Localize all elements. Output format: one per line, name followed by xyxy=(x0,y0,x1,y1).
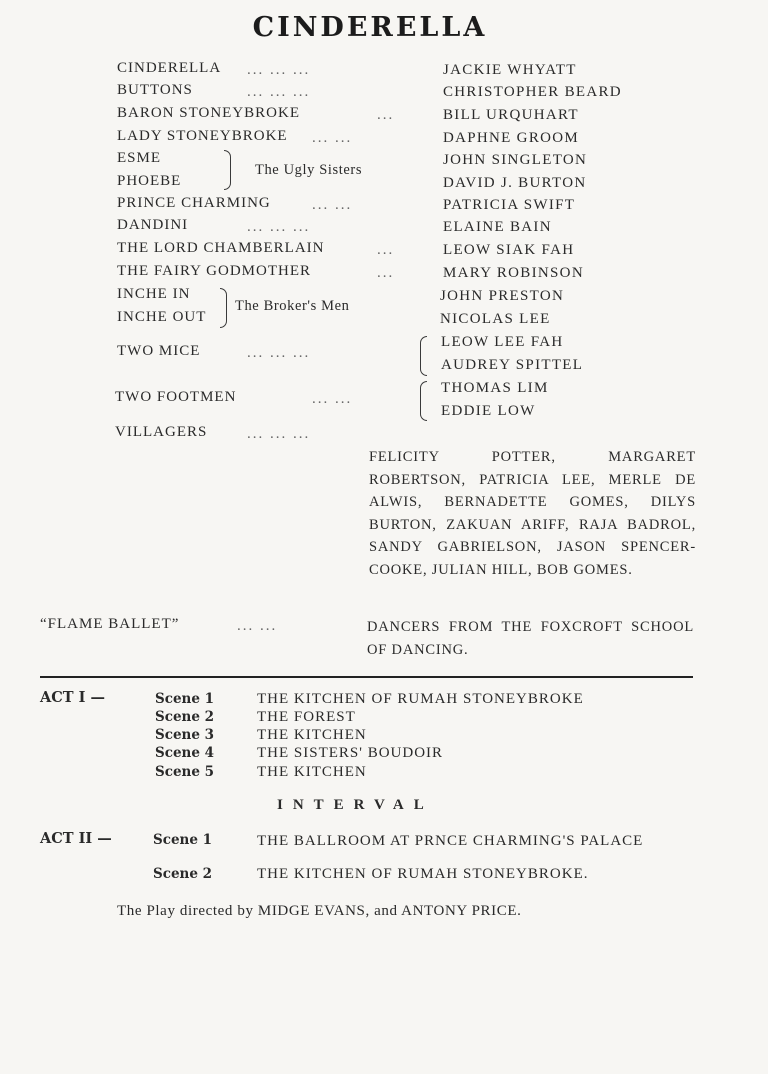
role-esme: ESME xyxy=(117,150,162,166)
leader-dots: ... ... xyxy=(312,391,353,407)
act2-scene2-label: Scene 2 xyxy=(153,866,213,882)
act1-scene1-place: THE KITCHEN OF RUMAH STONEYBROKE xyxy=(257,691,584,707)
act1-scene4-place: THE SISTERS' BOUDOIR xyxy=(257,745,444,761)
actor-nicolas-lee: NICOLAS LEE xyxy=(440,311,551,327)
role-fairy-godmother: THE FAIRY GODMOTHER xyxy=(117,263,311,279)
role-lady-stoneybroke: LADY STONEYBROKE xyxy=(117,128,288,144)
act1-scene4-label: Scene 4 xyxy=(155,745,215,761)
leader-dots: ... ... xyxy=(312,130,353,146)
actor-christopher-beard: CHRISTOPHER BEARD xyxy=(443,84,622,100)
leader-dots: ... ... ... xyxy=(247,219,311,235)
leader-dots: ... xyxy=(377,107,395,123)
act1-scene1-label: Scene 1 xyxy=(155,691,215,707)
actor-mary-robinson: MARY ROBINSON xyxy=(443,265,584,281)
leader-dots: ... ... xyxy=(312,197,353,213)
actor-leow-lee-fah: LEOW LEE FAH xyxy=(441,334,564,350)
actor-leow-siak-fah: LEOW SIAK FAH xyxy=(443,242,575,258)
role-phoebe: PHOEBE xyxy=(117,173,182,189)
actor-daphne-groom: DAPHNE GROOM xyxy=(443,130,580,146)
actor-thomas-lim: THOMAS LIM xyxy=(441,380,549,396)
brokers-men-note: The Broker's Men xyxy=(235,298,350,314)
role-inche-in: INCHE IN xyxy=(117,286,191,302)
role-inche-out: INCHE OUT xyxy=(117,309,207,325)
leader-dots: ... ... ... xyxy=(247,426,311,442)
act1-label: ACT I — xyxy=(40,689,105,706)
role-lord-chamberlain: THE LORD CHAMBERLAIN xyxy=(117,240,325,256)
actor-patricia-swift: PATRICIA SWIFT xyxy=(443,197,576,213)
actor-audrey-spittel: AUDREY SPITTEL xyxy=(441,357,584,373)
act1-scene5-label: Scene 5 xyxy=(155,764,215,780)
role-buttons: BUTTONS xyxy=(117,82,193,98)
leader-dots: ... ... xyxy=(237,618,278,634)
right-brace xyxy=(220,288,227,328)
page-title: CINDERELLA xyxy=(252,12,488,43)
role-baron-stoneybroke: BARON STONEYBROKE xyxy=(117,105,300,121)
villagers-names: FELICITY POTTER, MARGARET ROBERTSON, PATRICIA LEE, MERLE DE ALWIS, BERNADETTE GOMES, DILYS BURTON, ZAKUAN ARIFF, RAJA BADROL, SANDY GABRIELSON, JASON SPENCER-COOKE, JULIAN HILL, BOB GOMES. xyxy=(369,449,696,578)
ugly-sisters-note: The Ugly Sisters xyxy=(255,162,363,178)
actor-elaine-bain: ELAINE BAIN xyxy=(443,219,552,235)
act2-scene2-place: THE KITCHEN OF RUMAH STONEYBROKE. xyxy=(257,866,589,882)
role-dandini: DANDINI xyxy=(117,217,189,233)
actor-john-singleton: JOHN SINGLETON xyxy=(443,152,588,168)
leader-dots: ... xyxy=(377,242,395,258)
act1-scene3-label: Scene 3 xyxy=(155,727,215,743)
right-brace xyxy=(224,150,231,190)
role-villagers: VILLAGERS xyxy=(115,424,208,440)
actor-david-burton: DAVID J. BURTON xyxy=(443,175,587,191)
role-flame-ballet: “FLAME BALLET” xyxy=(40,616,180,632)
leader-dots: ... ... ... xyxy=(247,345,311,361)
role-two-mice: TWO MICE xyxy=(117,343,201,359)
divider-line xyxy=(40,676,693,678)
actor-eddie-low: EDDIE LOW xyxy=(441,403,536,419)
role-prince-charming: PRINCE CHARMING xyxy=(117,195,271,211)
act2-scene1-label: Scene 1 xyxy=(153,832,213,848)
act1-scene3-place: THE KITCHEN xyxy=(257,727,367,743)
actor-bill-urquhart: BILL URQUHART xyxy=(443,107,579,123)
act1-scene2-label: Scene 2 xyxy=(155,709,215,725)
left-brace xyxy=(420,336,427,376)
role-cinderella: CINDERELLA xyxy=(117,60,222,76)
role-two-footmen: TWO FOOTMEN xyxy=(115,389,237,405)
flame-ballet-dancers: DANCERS FROM THE FOXCROFT SCHOOL OF DANCING. xyxy=(367,619,694,658)
leader-dots: ... ... ... xyxy=(247,84,311,100)
leader-dots: ... ... ... xyxy=(247,62,311,78)
director-credit: The Play directed by MIDGE EVANS, and ANTONY PRICE. xyxy=(117,903,522,919)
actor-jackie-whyatt: JACKIE WHYATT xyxy=(443,62,577,78)
interval-heading: INTERVAL xyxy=(277,797,434,813)
act2-label: ACT II — xyxy=(40,830,112,847)
act2-scene1-place: THE BALLROOM AT PRNCE CHARMING'S PALACE xyxy=(257,833,644,849)
act1-scene2-place: THE FOREST xyxy=(257,709,356,725)
actor-john-preston: JOHN PRESTON xyxy=(440,288,565,304)
left-brace xyxy=(420,381,427,421)
leader-dots: ... xyxy=(377,265,395,281)
act1-scene5-place: THE KITCHEN xyxy=(257,764,367,780)
